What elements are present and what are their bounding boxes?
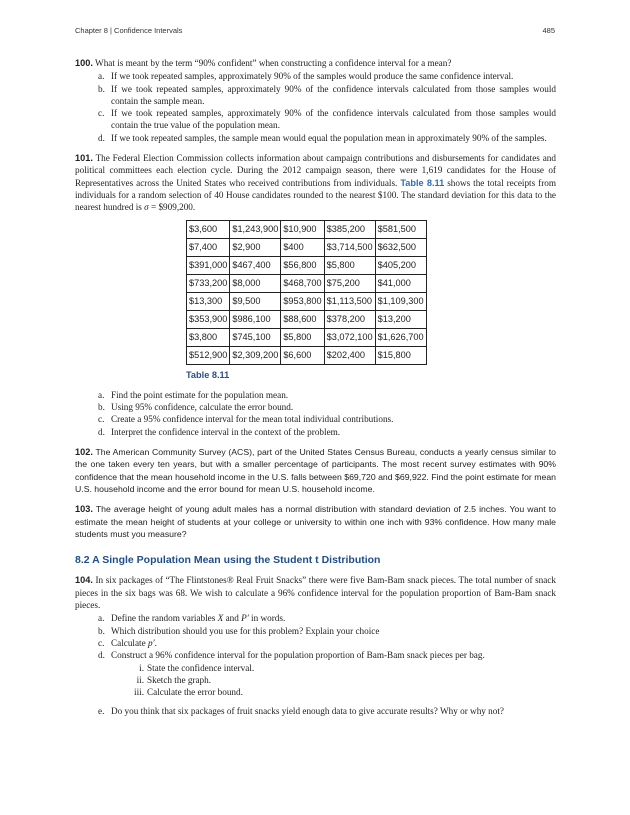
table-cell: $88,600 <box>281 310 324 328</box>
table-cell: $3,072,100 <box>324 328 375 346</box>
part-d: d. Interpret the confidence interval in the context of the problem. <box>98 426 341 437</box>
table-cell: $632,500 <box>375 238 426 256</box>
table-cell: $1,243,900 <box>230 220 281 238</box>
part-a: a. Find the point estimate for the population mean. <box>98 389 289 400</box>
table-reference-link[interactable]: Table 8.11 <box>400 177 445 188</box>
table-cell: $9,500 <box>230 292 281 310</box>
part-e: e. Do you think that six packages of fruit snacks yield enough data to give accurate results? Why or why not? <box>98 706 504 717</box>
question-number: 103. <box>75 504 93 515</box>
table-cell: $1,113,500 <box>324 292 375 310</box>
contributions-table <box>186 220 427 365</box>
table-cell: $13,300 <box>187 292 230 310</box>
table-cell: $745,100 <box>230 328 281 346</box>
contributions-table-wrapper <box>186 220 556 365</box>
table-cell: $13,200 <box>375 310 426 328</box>
table-cell: $400 <box>281 238 324 256</box>
part-a: a. Define the random variables X and P′ in words. <box>98 613 286 624</box>
table-cell: $353,900 <box>187 310 230 328</box>
table-cell: $8,000 <box>230 274 281 292</box>
section-title: 8.2 A Single Population Mean using the Student t Distribution <box>75 554 381 567</box>
table-cell: $953,800 <box>281 292 324 310</box>
answer-option-b: b. If we took repeated samples, approximately 90% of the confidence intervals calculated from those samples would contain the sample mean. <box>98 83 556 106</box>
table-row <box>187 310 427 328</box>
table-cell: $512,900 <box>187 346 230 364</box>
table-row <box>187 220 427 238</box>
sigma-symbol: σ <box>144 202 149 213</box>
table-cell: $581,500 <box>375 220 426 238</box>
subpart-ii: ii. Sketch the graph. <box>136 674 212 685</box>
page-number: 485 <box>542 26 555 35</box>
table-cell: $7,400 <box>187 238 230 256</box>
table-cell: $468,700 <box>281 274 324 292</box>
table-cell: $986,100 <box>230 310 281 328</box>
question-104: 104. In six packages of “The Flintstones® Real Fruit Snacks” there were five Bam-Bam snack pieces. The total number of snack pieces in the six bags was 68. We wish to calculate a 96% confidence interval for the population proportion of Bam-Bam snack pieces. <box>75 575 556 611</box>
table-cell: $1,626,700 <box>375 328 426 346</box>
subpart-i: i. State the confidence interval. <box>139 662 255 673</box>
question-101-parts <box>75 389 556 438</box>
page-content <box>75 57 556 726</box>
table-cell: $2,309,200 <box>230 346 281 364</box>
table-row <box>187 256 427 274</box>
table-cell: $56,800 <box>281 256 324 274</box>
table-caption: Table 8.11 <box>186 369 230 380</box>
table-row <box>187 328 427 346</box>
answer-option-a: a. If we took repeated samples, approximately 90% of the samples would produce the same confidence interval. <box>98 71 514 82</box>
answer-option-d: d. If we took repeated samples, the sample mean would equal the population mean in approximately 90% of the samples. <box>98 132 547 143</box>
table-row <box>187 238 427 256</box>
question-number: 101. <box>75 153 93 164</box>
table-cell: $391,000 <box>187 256 230 274</box>
question-100 <box>75 57 556 69</box>
table-row <box>187 274 427 292</box>
table-cell: $5,800 <box>281 328 324 346</box>
answer-option-c: c. If we took repeated samples, approximately 90% of the confidence intervals calculated from those samples would contain the true value of the population mean. <box>98 108 556 131</box>
table-cell: $15,800 <box>375 346 426 364</box>
question-text: What is meant by the term “90% confident” when constructing a confidence interval for a mean? <box>95 58 452 68</box>
part-c: c. Calculate p′. <box>98 637 157 648</box>
table-cell: $2,900 <box>230 238 281 256</box>
table-row <box>187 292 427 310</box>
table-cell: $6,600 <box>281 346 324 364</box>
question-101: 101. The Federal Election Commission collects information about campaign contributions and disbursements for candidates and political committees each election cycle. During the 2012 campaign season, there were 1,619 candidates for the House of Representatives across the United States who received contributions from individuals. Table 8.11 shows the total receipts from individuals for a random selection of 40 House candidates rounded to the nearest $100. The standard deviation for this data to the nearest hundred is σ = $909,200. <box>75 153 556 213</box>
question-104-parts <box>75 612 556 717</box>
question-103: 103. The average height of young adult males has a normal distribution with standard deviation of 2.5 inches. You want to estimate the mean height of students at your college or university to within one inch with 93% confidence. How many male students must you measure? <box>75 504 556 539</box>
table-cell: $41,000 <box>375 274 426 292</box>
subpart-iii: iii. Calculate the error bound. <box>134 687 243 698</box>
running-header-chapter: Chapter 8 | Confidence Intervals <box>75 26 183 35</box>
part-b: b. Which distribution should you use for this problem? Explain your choice <box>98 625 380 636</box>
table-row <box>187 346 427 364</box>
table-cell: $733,200 <box>187 274 230 292</box>
table-cell: $378,200 <box>324 310 375 328</box>
part-d-subparts <box>111 662 556 699</box>
table-cell: $3,714,500 <box>324 238 375 256</box>
part-d: d. Construct a 96% confidence interval for the population proportion of Bam-Bam snack pieces per bag. i. State the confidence interval. ii. Sketch the graph. iii. Calculate the error bound. <box>111 649 556 698</box>
part-c: c. Create a 95% confidence interval for the mean total individual contributions. <box>98 414 394 425</box>
table-cell: $1,109,300 <box>375 292 426 310</box>
question-number: 100. <box>75 58 93 68</box>
table-cell: $405,200 <box>375 256 426 274</box>
table-cell: $3,800 <box>187 328 230 346</box>
table-cell: $10,900 <box>281 220 324 238</box>
table-cell: $3,600 <box>187 220 230 238</box>
table-cell: $385,200 <box>324 220 375 238</box>
table-cell: $202,400 <box>324 346 375 364</box>
question-102: 102. The American Community Survey (ACS), part of the United States Census Bureau, conducts a yearly census similar to the one taken every ten years, but with a smaller percentage of participants. The most recent survey estimates with 90% confidence that the mean household income in the U.S. falls between $69,720 and $69,922. Find the point estimate for mean U.S. household income and the error bound for mean U.S. household income. <box>75 447 556 494</box>
part-b: b. Using 95% confidence, calculate the error bound. <box>98 402 294 413</box>
table-cell: $467,400 <box>230 256 281 274</box>
answer-options <box>75 70 556 144</box>
question-number: 104. <box>75 575 93 586</box>
question-number: 102. <box>75 447 93 458</box>
table-cell: $5,800 <box>324 256 375 274</box>
table-cell: $75,200 <box>324 274 375 292</box>
